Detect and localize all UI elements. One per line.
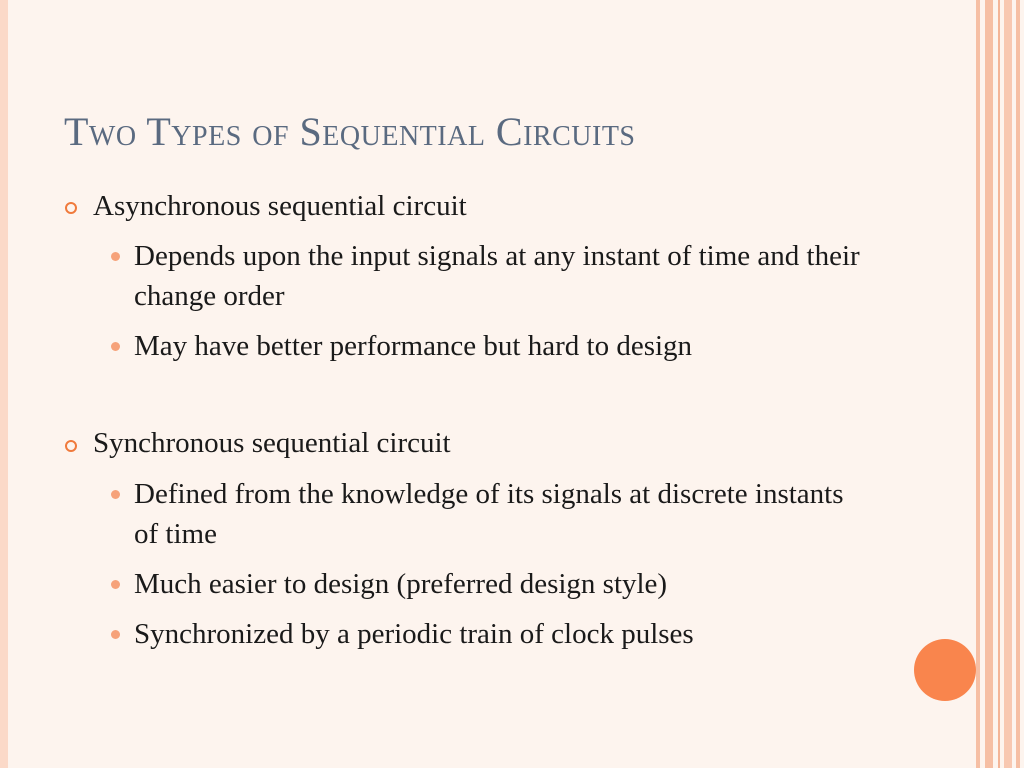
border-stripe — [976, 0, 980, 768]
point-bullet-icon — [111, 630, 120, 639]
slide-title: Two Types of Sequential Circuits — [64, 109, 636, 154]
point-sync-1: Defined from the knowledge of its signals at discrete instants of time — [134, 478, 844, 550]
border-stripe — [1016, 0, 1020, 768]
right-border-decoration — [976, 0, 1024, 768]
left-border-decoration — [0, 0, 8, 768]
point-sync-3: Synchronized by a periodic train of clock pulses — [134, 618, 694, 650]
section-heading-synchronous: Synchronous sequential circuit — [93, 427, 451, 459]
point-async-2: May have better performance but hard to design — [134, 330, 693, 362]
border-stripe — [998, 0, 1000, 768]
point-bullet-icon — [111, 342, 120, 351]
border-stripe — [985, 0, 993, 768]
point-async-1: Depends upon the input signals at any instant of time and their change order — [134, 240, 860, 312]
decorative-circle — [914, 639, 976, 701]
section-bullet-icon — [65, 202, 77, 214]
point-bullet-icon — [111, 490, 120, 499]
point-sync-2: Much easier to design (preferred design style) — [134, 568, 668, 600]
section-heading-asynchronous: Asynchronous sequential circuit — [93, 190, 467, 222]
section-bullet-icon — [65, 440, 77, 452]
point-bullet-icon — [111, 252, 120, 261]
point-bullet-icon — [111, 580, 120, 589]
border-stripe — [1004, 0, 1012, 768]
